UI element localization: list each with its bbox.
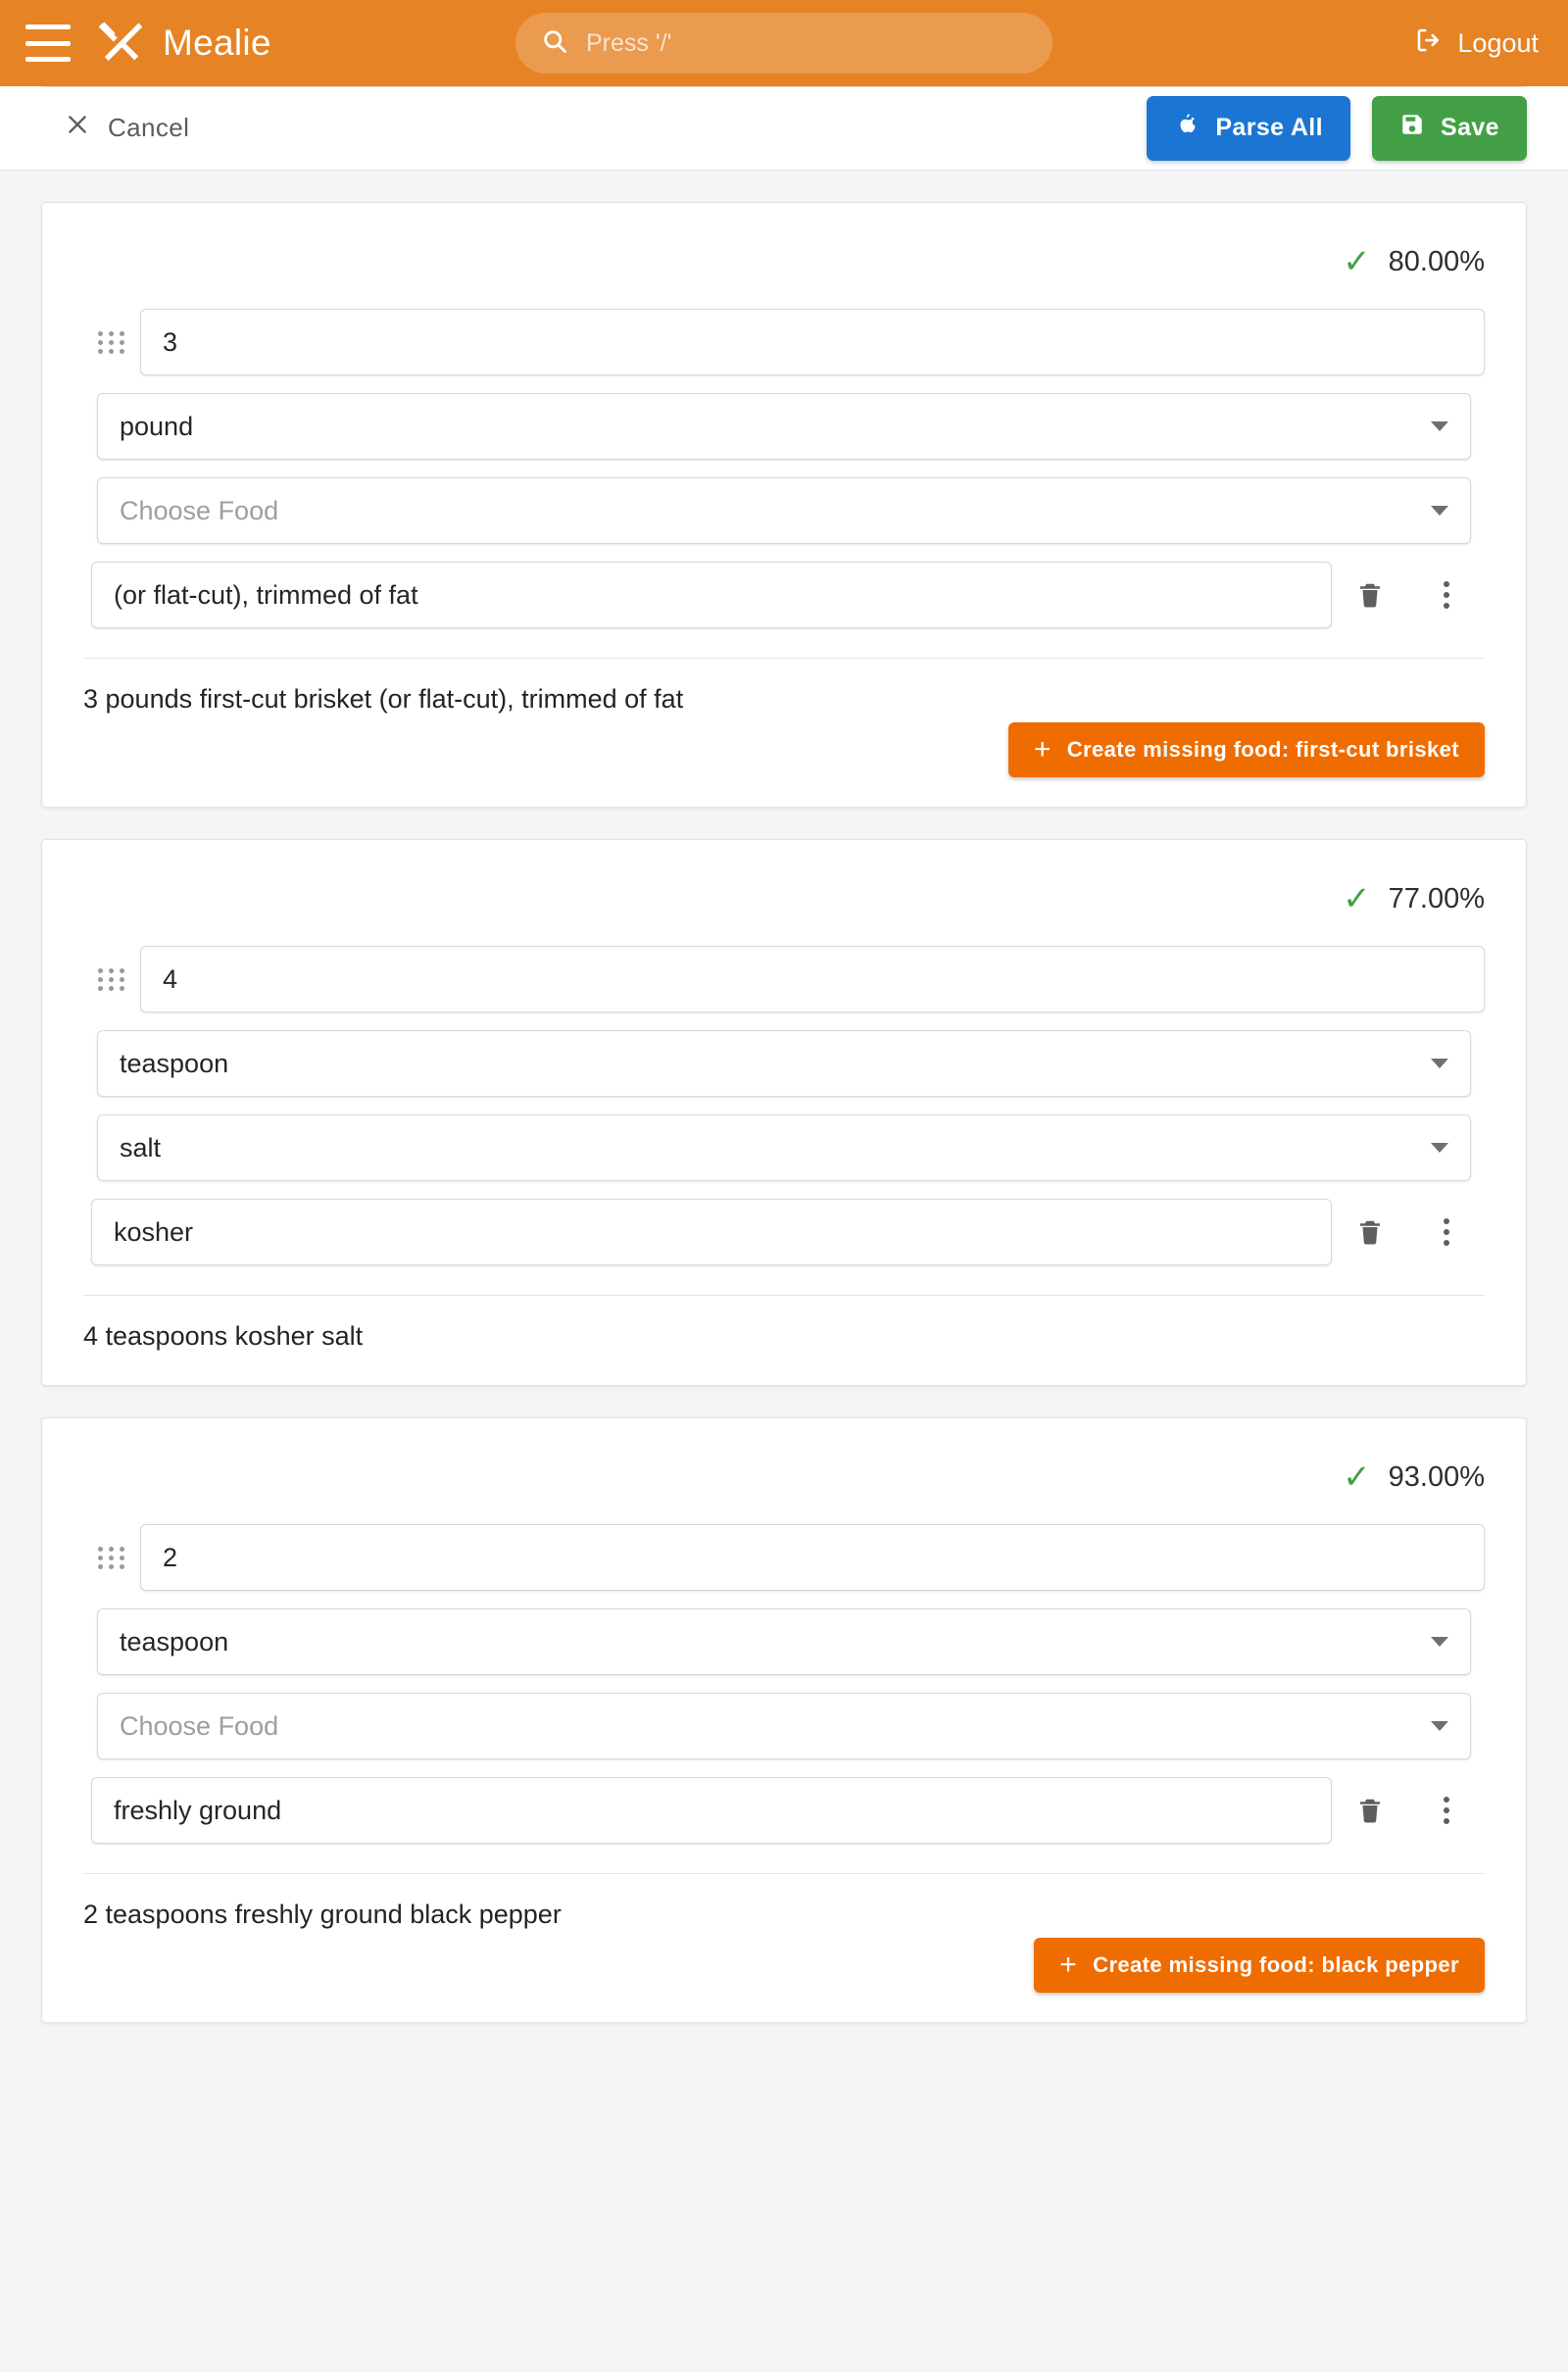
ingredient-card	[41, 839, 1527, 1386]
chevron-down-icon	[1431, 421, 1448, 431]
unit-value: teaspoon	[120, 1048, 229, 1078]
plus-icon: +	[1059, 1949, 1078, 1981]
unit-select[interactable]	[97, 1608, 1471, 1675]
note-row	[83, 562, 1485, 628]
quantity-row	[83, 309, 1485, 375]
save-label: Save	[1441, 114, 1499, 141]
save-button[interactable]	[1372, 96, 1527, 161]
search-icon	[541, 27, 568, 60]
drag-handle-icon[interactable]	[83, 968, 140, 991]
food-select[interactable]	[97, 1693, 1471, 1759]
drag-handle-icon[interactable]	[83, 331, 140, 354]
unit-value: pound	[120, 411, 194, 441]
original-text: 4 teaspoons kosher salt	[83, 1321, 364, 1351]
food-select-row	[83, 1114, 1485, 1181]
create-missing-food-label: Create missing food: first-cut brisket	[1066, 737, 1459, 762]
trash-icon[interactable]	[1332, 580, 1408, 610]
chevron-down-icon	[1431, 1637, 1448, 1647]
unit-select-row	[83, 393, 1485, 460]
kebab-menu-icon[interactable]	[1408, 581, 1485, 609]
food-select-row	[83, 1693, 1485, 1759]
chevron-down-icon	[1431, 1721, 1448, 1731]
hamburger-icon[interactable]	[25, 25, 71, 62]
quantity-input[interactable]: 4	[140, 946, 1485, 1013]
kebab-menu-icon[interactable]	[1408, 1797, 1485, 1824]
trash-icon[interactable]	[1332, 1217, 1408, 1247]
original-text: 3 pounds first-cut brisket (or flat-cut), trimmed of fat	[83, 684, 684, 714]
ingredient-card	[41, 1417, 1527, 2023]
note-input[interactable]: freshly ground	[91, 1777, 1332, 1844]
confidence-value: 80.00%	[1388, 245, 1485, 277]
ingredient-card	[41, 202, 1527, 808]
editor-toolbar	[0, 86, 1568, 171]
food-value: Choose Food	[120, 495, 279, 525]
chevron-down-icon	[1431, 1143, 1448, 1153]
check-icon: ✓	[1343, 880, 1371, 917]
unit-select-row	[83, 1608, 1485, 1675]
unit-select[interactable]	[97, 393, 1471, 460]
apple-icon	[1174, 112, 1200, 144]
create-missing-food-label: Create missing food: black pepper	[1093, 1952, 1459, 1977]
logout-button[interactable]	[1414, 25, 1539, 62]
quantity-input[interactable]: 2	[140, 1524, 1485, 1591]
chevron-down-icon	[1431, 506, 1448, 516]
confidence-row	[83, 236, 1485, 287]
trash-icon[interactable]	[1332, 1796, 1408, 1825]
unit-select-row	[83, 1030, 1485, 1097]
quantity-input[interactable]: 3	[140, 309, 1485, 375]
create-missing-food-button[interactable]	[1008, 722, 1485, 777]
toolbar-actions	[1147, 96, 1527, 161]
food-select[interactable]	[97, 477, 1471, 544]
confidence-value: 77.00%	[1388, 882, 1485, 914]
food-select-row	[83, 477, 1485, 544]
note-row	[83, 1199, 1485, 1265]
drag-handle-icon[interactable]	[83, 1547, 140, 1569]
note-row	[83, 1777, 1485, 1844]
search-input[interactable]	[584, 28, 1027, 59]
floppy-disk-icon	[1399, 112, 1425, 144]
ingredient-list	[0, 202, 1568, 2023]
app-bar	[0, 0, 1568, 86]
confidence-row	[83, 1452, 1485, 1503]
kebab-menu-icon[interactable]	[1408, 1218, 1485, 1246]
quantity-row	[83, 1524, 1485, 1591]
unit-value: teaspoon	[120, 1626, 229, 1656]
search-box[interactable]	[515, 13, 1053, 74]
food-value: Choose Food	[120, 1710, 279, 1741]
note-input[interactable]: (or flat-cut), trimmed of fat	[91, 562, 1332, 628]
logout-label: Logout	[1457, 27, 1539, 58]
fork-knife-icon	[92, 15, 149, 72]
close-icon	[65, 112, 90, 144]
food-select[interactable]	[97, 1114, 1471, 1181]
parse-all-label: Parse All	[1215, 114, 1323, 141]
cancel-label: Cancel	[108, 113, 190, 142]
confidence-row	[83, 873, 1485, 924]
note-input[interactable]: kosher	[91, 1199, 1332, 1265]
quantity-row	[83, 946, 1485, 1013]
plus-icon: +	[1033, 733, 1052, 766]
unit-select[interactable]	[97, 1030, 1471, 1097]
food-value: salt	[120, 1132, 162, 1162]
create-missing-food-button[interactable]	[1034, 1938, 1485, 1993]
check-icon: ✓	[1343, 243, 1371, 280]
create-missing-row	[83, 722, 1485, 781]
check-icon: ✓	[1343, 1458, 1371, 1496]
create-missing-row	[83, 1938, 1485, 1997]
chevron-down-icon	[1431, 1059, 1448, 1068]
app-title: Mealie	[163, 23, 271, 63]
original-text: 2 teaspoons freshly ground black pepper	[83, 1900, 562, 1929]
parse-all-button[interactable]	[1147, 96, 1350, 161]
logout-icon	[1414, 25, 1444, 62]
confidence-value: 93.00%	[1388, 1460, 1485, 1493]
cancel-button[interactable]	[59, 111, 195, 145]
